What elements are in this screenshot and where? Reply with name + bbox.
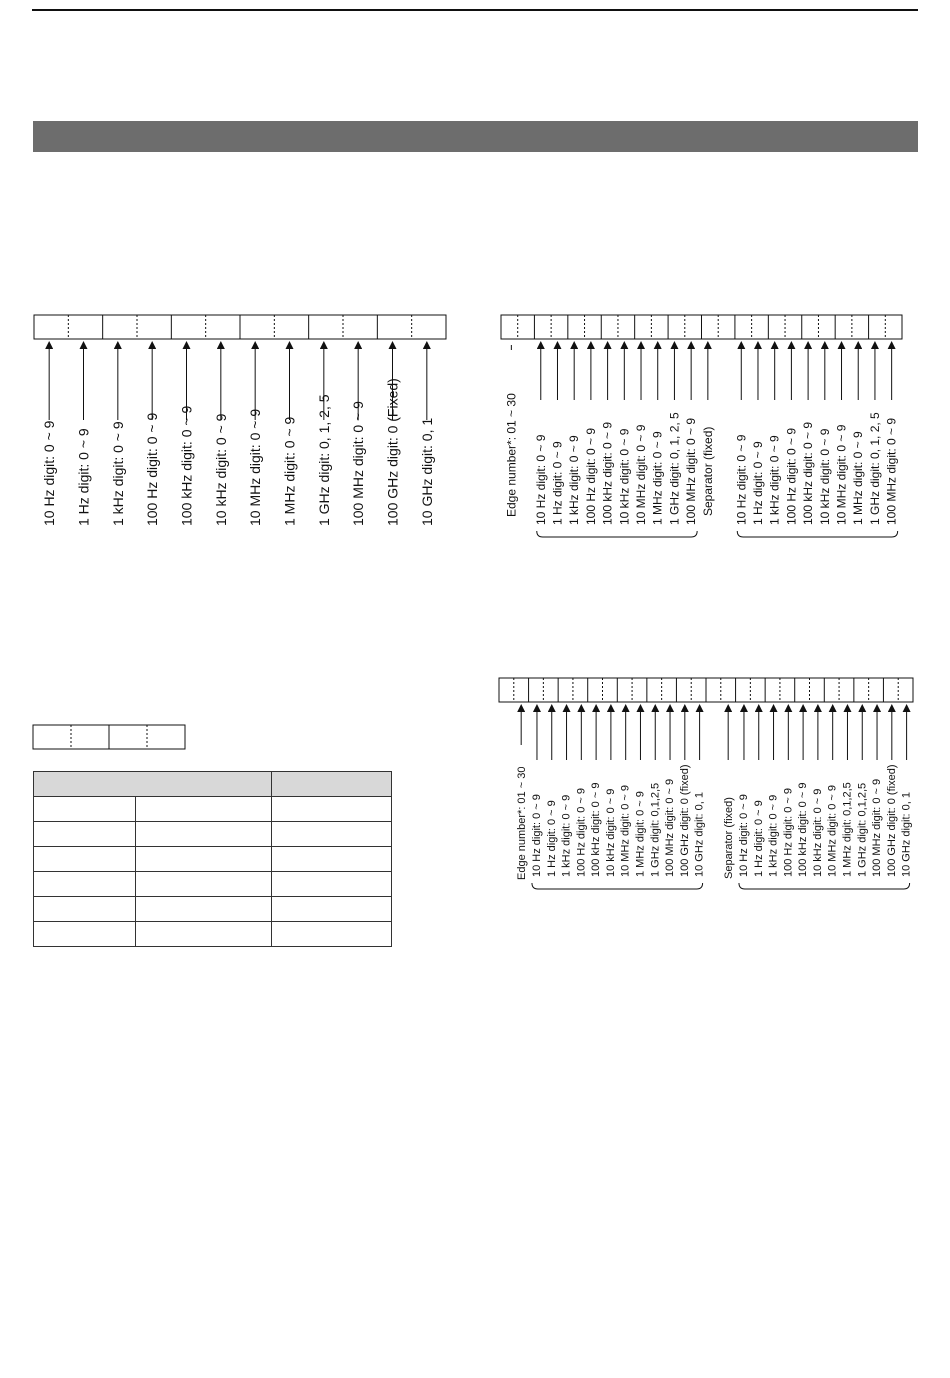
digit-label: 1 MHz digit: 0 ~ 9	[281, 416, 298, 526]
data-table	[33, 771, 392, 947]
digit-label: 10 kHz digit: 0 ~ 9	[817, 428, 832, 525]
digit-label: 10 GHz digit: 0, 1	[693, 792, 706, 877]
digit-label: 100 MHz digit: 0 ~ 9	[871, 778, 884, 877]
edge-diagram-a	[501, 315, 902, 537]
digit-label: 10 MHz digit: 0 ~ 9	[834, 424, 849, 525]
table-cell	[34, 897, 136, 922]
digit-label: 1 Hz digit: 0 ~ 9	[550, 441, 565, 525]
digit-label: 100 kHz digit: 0 ~ 9	[797, 782, 810, 877]
table-cell	[272, 822, 392, 847]
digit-label: 10 MHz digit: 0 ~ 9	[619, 784, 632, 877]
table-row	[34, 897, 392, 922]
digit-label: 100 kHz digit: 0 ~ 9	[178, 405, 195, 526]
digit-label: 1 GHz digit: 0, 1, 2, 5	[315, 394, 332, 526]
table-cell	[34, 847, 136, 872]
table-cell	[136, 797, 272, 822]
table-header-cell	[34, 772, 272, 797]
digit-label: Separator (fixed)	[700, 426, 715, 516]
table-cell	[136, 822, 272, 847]
table-row	[34, 922, 392, 947]
digit-label: 100 MHz digit: 0 ~ 9	[684, 417, 699, 525]
digit-label: 10 GHz digit: 0, 1	[418, 417, 435, 526]
digit-label: 100 GHz digit: 0 (fixed)	[678, 764, 691, 877]
table-cell	[272, 922, 392, 947]
digit-label: 100 Hz digit: 0 ~ 9	[144, 412, 161, 526]
digit-label: 1 Hz digit: 0 ~ 9	[752, 800, 765, 877]
digit-label: 10 Hz digit: 0 ~ 9	[737, 794, 750, 877]
digit-label: 1 kHz digit: 0 ~ 9	[109, 421, 126, 526]
digit-label: 10 Hz digit: 0 ~ 9	[533, 434, 548, 525]
digit-label: 10 MHz digit: 0 ~ 9	[826, 784, 839, 877]
digit-label: 1 GHz digit: 0, 1, 2, 5	[867, 412, 882, 525]
digit-label: 10 Hz digit: 0 ~ 9	[734, 434, 749, 525]
digit-label: 10 kHz digit: 0 ~ 9	[811, 788, 824, 877]
edge-diagram-b	[499, 678, 913, 889]
digit-label: 1 GHz digit: 0, 1, 2, 5	[667, 412, 682, 525]
table-cell	[136, 922, 272, 947]
digit-label: 1 MHz digit: 0 ~ 9	[650, 431, 665, 525]
digit-label: 1 MHz digit: 0,1,2,5	[841, 782, 854, 877]
digit-label: 10 kHz digit: 0 ~ 9	[604, 788, 617, 877]
table-cell	[34, 922, 136, 947]
digit-label: 100 Hz digit: 0 ~ 9	[782, 788, 795, 877]
digit-label: 100 Hz digit: 0 ~ 9	[575, 788, 588, 877]
digit-label: 1 GHz digit: 0,1,2,5	[856, 782, 869, 877]
digit-label: 100 kHz digit: 0 ~ 9	[590, 782, 603, 877]
table-cell	[272, 897, 392, 922]
table-cell	[34, 872, 136, 897]
table-cell	[136, 872, 272, 897]
digit-label: 100 kHz digit: 0 ~ 9	[801, 421, 816, 525]
digit-label: 10 Hz digit: 0 ~ 9	[530, 794, 543, 877]
digit-label: 100 MHz digit: 0 ~ 9	[350, 401, 367, 526]
digit-label: 1 kHz digit: 0 ~ 9	[567, 435, 582, 525]
digit-label: 1 kHz digit: 0 ~ 9	[767, 435, 782, 525]
freq-data-diagram	[34, 315, 446, 526]
table-cell	[136, 847, 272, 872]
small-byte-diagram	[33, 725, 185, 749]
table-row	[34, 872, 392, 897]
digit-label: 10 GHz digit: 0, 1	[900, 792, 913, 877]
group-brace	[537, 531, 697, 537]
digit-label: 1 Hz digit: 0 ~ 9	[750, 441, 765, 525]
table-header-row	[34, 772, 392, 797]
table-cell	[272, 847, 392, 872]
digit-label: Edge number*: 01 ~ 30	[504, 393, 519, 517]
digit-label: 1 Hz digit: 0 ~ 9	[75, 428, 92, 526]
digit-label: 1 kHz digit: 0 ~ 9	[767, 794, 780, 877]
digit-label: 100 GHz digit: 0 (fixed)	[885, 764, 898, 877]
table-cell	[136, 897, 272, 922]
digit-label: 1 Hz digit: 0 ~ 9	[545, 800, 558, 877]
table-cell	[34, 797, 136, 822]
table-row	[34, 822, 392, 847]
digit-label: 10 Hz digit: 0 ~ 9	[41, 420, 58, 526]
digit-label: 10 kHz digit: 0 ~ 9	[212, 413, 229, 526]
table-header-cell	[272, 772, 392, 797]
table-cell	[272, 872, 392, 897]
digit-label: 100 kHz digit: 0 ~ 9	[600, 421, 615, 525]
digit-label: Edge number*: 01 ~ 30	[516, 766, 529, 880]
digit-label: Separator (fixed)	[723, 797, 736, 879]
table-row	[34, 797, 392, 822]
digit-label: 10 MHz digit: 0 ~ 9	[247, 408, 264, 526]
digit-label: 1 MHz digit: 0 ~ 9	[851, 431, 866, 525]
digit-label: 100 MHz digit: 0 ~ 9	[664, 778, 677, 877]
digit-label: 10 MHz digit: 0 ~ 9	[634, 424, 649, 525]
digit-label: 100 Hz digit: 0 ~ 9	[583, 427, 598, 525]
table-cell	[272, 797, 392, 822]
digit-label: 100 MHz digit: 0 ~ 9	[884, 417, 899, 525]
table-cell	[34, 822, 136, 847]
digit-label: 100 GHz digit: 0 (Fixed)	[384, 378, 401, 526]
digit-label: 1 kHz digit: 0 ~ 9	[560, 794, 573, 877]
digit-label: 1 GHz digit: 0,1,2,5	[649, 782, 662, 877]
digit-label: 1 MHz digit: 0 ~ 9	[634, 791, 647, 877]
group-brace	[737, 531, 897, 537]
digit-label: 10 kHz digit: 0 ~ 9	[617, 428, 632, 525]
group-brace	[532, 883, 703, 889]
group-brace	[739, 883, 910, 889]
digit-label: 100 Hz digit: 0 ~ 9	[784, 427, 799, 525]
table-row	[34, 847, 392, 872]
